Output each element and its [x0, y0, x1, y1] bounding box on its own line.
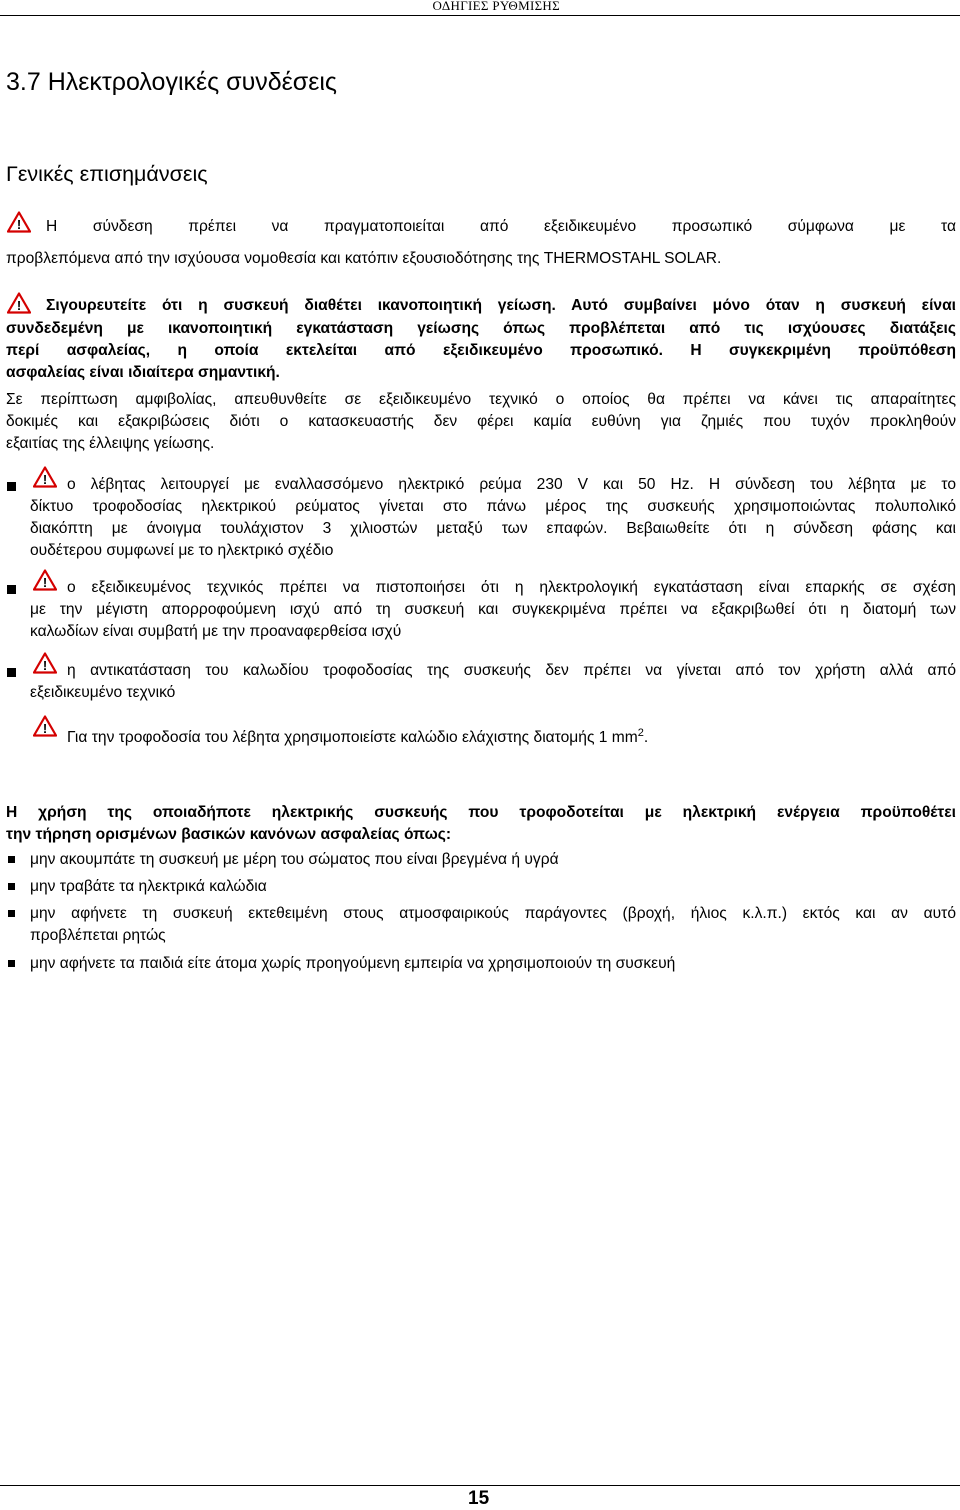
- bullet1-line: δίκτυο τροφοδοσίας ηλεκτρικού ρεύματος γίνεται στο πάνω μέρος της συσκευής χρησιμοποιώντας πολυπολικό: [30, 498, 956, 515]
- warning2-line: συνδεδεμένη με ικανοποιητική εγκατάσταση γείωσης όπως προβλέπεται από τις ισχύουσες διατάξεις: [6, 320, 956, 337]
- bullet3-text-cont: [30, 682, 956, 704]
- svg-text:!: !: [42, 575, 48, 590]
- list-item-text: μην ακουμπάτε τη συσκευή με μέρη του σώματος που είναι βρεγμένα ή υγρά: [30, 851, 559, 868]
- list-bullet: [8, 883, 15, 890]
- rules-intro: [6, 802, 956, 846]
- list-item-text: μην αφήνετε τη συσκευή εκτεθειμένη στους ατμοσφαιρικούς παράγοντες (βροχή, ήλιος κ.λ.π.) εκτός και αν αυτό: [30, 905, 956, 922]
- list-bullet: [8, 856, 15, 863]
- bullet2-text-cont: [30, 599, 956, 643]
- bullet-square: [7, 585, 16, 594]
- rules-intro-line: την τήρηση ορισμένων βασικών κανόνων ασφαλείας όπως:: [6, 826, 452, 843]
- bullet2-line: με την μέγιστη απορροφούμενη ισχύ από τη συσκευή και συγκεκριμένα πρέπει να εξακριβωθεί ότι η διατομή των: [30, 601, 956, 618]
- warning2-line: εξαιτίας της έλλειψης γείωσης.: [6, 435, 215, 452]
- list-item: [30, 903, 956, 947]
- list-item: [30, 953, 956, 975]
- warning2-text-cont: [6, 318, 956, 384]
- bullet1-line: ο λέβητας λειτουργεί με εναλλασσόμενο ηλεκτρικό ρεύμα 230 V και 50 Hz. Η σύνδεση του λέβητα με το: [67, 476, 956, 493]
- bullet2-line: ο εξειδικευμένος τεχνικός πρέπει να πιστοποιήσει ότι η ηλεκτρολογική εγκατάσταση είναι επαρκής σε σχέση: [67, 579, 956, 596]
- warning-icon: [33, 569, 57, 591]
- warning-icon: [33, 466, 57, 488]
- warning-icon: [7, 292, 31, 314]
- bullet3-text: [67, 660, 956, 682]
- warning2-line: Σιγουρευτείτε ότι η συσκευή διαθέτει ικανοποιητική γείωση. Αυτό συμβαίνει μόνο όταν η συσκευή είναι: [46, 297, 956, 314]
- cable-note-sup: 2: [637, 727, 644, 739]
- bullet2-line: καλωδίων είναι συμβατή με την προαναφερθείσα ισχύ: [30, 623, 402, 640]
- warning-icon: [7, 211, 31, 233]
- warning1-line: Η σύνδεση πρέπει να πραγματοποιείται από εξειδικευμένο προσωπικό σύμφωνα με τα: [46, 218, 956, 235]
- header-title: ΟΔΗΓΙΕΣ ΡΥΘΜΙΣΗΣ: [432, 0, 560, 13]
- page-header: [0, 0, 960, 14]
- list-item-text: μην αφήνετε τα παιδιά είτε άτομα χωρίς προηγούμενη εμπειρία να χρησιμοποιούν τη συσκευή: [30, 955, 676, 972]
- svg-text:!: !: [16, 217, 22, 232]
- bullet3-line: η αντικατάσταση του καλωδίου τροφοδοσίας της συσκευής δεν πρέπει να γίνεται από τον χρήστη αλλά από: [67, 662, 956, 679]
- list-bullet: [8, 960, 15, 967]
- warning1-text: [46, 216, 956, 238]
- warning1-line: προβλεπόμενα από την ισχύουσα νομοθεσία και κατόπιν εξουσιοδότησης της THERMOSTAHL SOLAR.: [6, 250, 722, 267]
- warning1-text-cont: [6, 248, 956, 270]
- header-rule: [0, 15, 960, 16]
- warning2-line: Σε περίπτωση αμφιβολίας, απευθυνθείτε σε εξειδικευμένο τεχνικό ο οποίος θα πρέπει να κάνει τις απαραίτητες: [6, 391, 956, 408]
- list-item: [30, 876, 956, 898]
- page-number: 15: [468, 1488, 490, 1509]
- section-subtitle: Γενικές επισημάνσεις: [6, 162, 208, 186]
- svg-text:!: !: [42, 472, 48, 487]
- svg-text:!: !: [16, 298, 22, 313]
- cable-note: [67, 722, 956, 749]
- list-item-text: μην τραβάτε τα ηλεκτρικά καλώδια: [30, 878, 267, 895]
- list-item: [30, 849, 956, 871]
- svg-text:!: !: [42, 658, 48, 673]
- warning-icon: [33, 715, 57, 737]
- warning2-note: [6, 389, 956, 455]
- list-bullet: [8, 910, 15, 917]
- bullet1-line: διακόπτη με άνοιγμα τουλάχιστον 3 χιλιοστών μεταξύ των επαφών. Βεβαιωθείτε ότι η σύνδεση φάσης και: [30, 520, 956, 537]
- section-title: 3.7 Ηλεκτρολογικές συνδέσεις: [6, 68, 337, 96]
- warning2-line: ασφαλείας είναι ιδιαίτερα σημαντική.: [6, 364, 280, 381]
- footer-rule: [0, 1485, 960, 1486]
- bullet2-text: [67, 577, 956, 599]
- svg-text:!: !: [42, 721, 48, 736]
- bullet1-text: [67, 474, 956, 496]
- cable-note-text: Για την τροφοδοσία του λέβητα χρησιμοποιείστε καλώδιο ελάχιστης διατομής 1 mm: [67, 729, 638, 747]
- rules-intro-line: Η χρήση της οποιαδήποτε ηλεκτρικής συσκευής που τροφοδοτείται με ηλεκτρική ενέργεια προϋποθέτει: [6, 804, 956, 821]
- warning2-line: δοκιμές και εξακριβώσεις διότι ο κατασκευαστής δεν φέρει καμία ευθύνη για ζημιές που τυχόν προκληθούν: [6, 413, 956, 430]
- bullet3-line: εξειδικευμένο τεχνικό: [30, 684, 176, 701]
- bullet1-text-cont: [30, 496, 956, 562]
- warning-icon: [33, 652, 57, 674]
- cable-note-end: .: [643, 729, 649, 747]
- warning2-text: [46, 295, 956, 317]
- list-item-text: προβλέπεται ρητώς: [30, 927, 166, 944]
- warning2-line: περί ασφαλείας, η οποία εκτελείται από εξειδικευμένο προσωπικό. Η συγκεκριμένη προϋπόθεση: [6, 342, 956, 359]
- bullet-square: [7, 668, 16, 677]
- bullet-square: [7, 482, 16, 491]
- bullet1-line: ουδέτερου συμφωνεί με το ηλεκτρικό σχέδιο: [30, 542, 334, 559]
